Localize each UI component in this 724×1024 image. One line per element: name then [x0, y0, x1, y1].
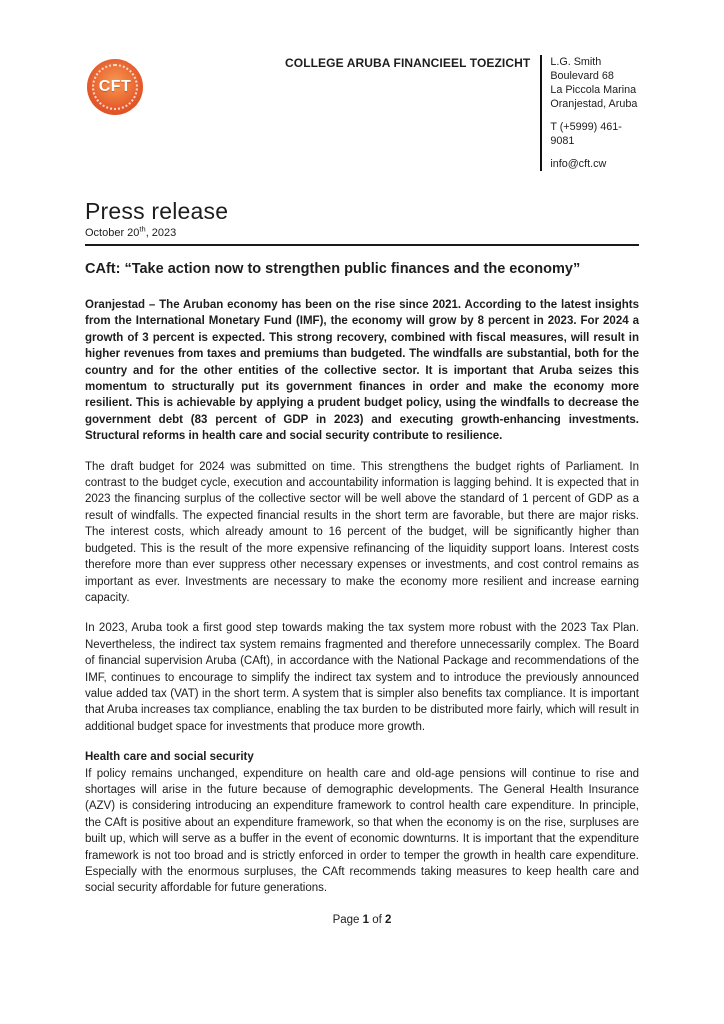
date-prefix: October 20	[85, 227, 140, 239]
section-heading-health-care: Health care and social security	[85, 751, 254, 764]
address-line-city: Oranjestad, Aruba	[550, 98, 638, 110]
phone-number: T (+5999) 461-9081	[550, 121, 622, 147]
title-block	[85, 198, 639, 246]
page-separator: of	[372, 914, 382, 926]
letterhead-right	[285, 55, 645, 171]
contact-block	[540, 55, 645, 171]
headline: CAft: “Take action now to strengthen public finances and the economy”	[85, 261, 581, 277]
paragraph-budget: The draft budget for 2024 was submitted on time. This strengthens the budget rights of Parliament. In contrast to the budget cycle, execution and accountability information is lagging behind. It is expected that in 2023 the financing surplus of the collective sector will be well above the standard of 1 percent of GDP as a result of windfalls. The expected financial results in the short term are favorable, but there are major risks. The interest costs, which already amount to 16 percent of the budget, will be significantly higher than budgeted. This is the result of the more expensive refinancing of the liquidity support loans. Interest costs therefore more than ever suppress other necessary expenses or investments, and cost control remains as important as ever. Investments are necessary to make the economy more resilient and increase earning capacity.	[85, 460, 639, 604]
cft-logo-text: CFT	[98, 78, 132, 95]
page-number-total: 2	[385, 914, 392, 926]
page-footer	[0, 914, 724, 926]
email-address: info@cft.cw	[550, 158, 607, 170]
document-date	[85, 224, 639, 239]
paragraph-tax: In 2023, Aruba took a first good step towards making the tax system more robust with the 2023 Tax Plan. Nevertheless, the indirect tax system remains fragmented and therefore unnecessarily complex. The Board of financial supervision Aruba (CAft), in accordance with the National Package and recommendations of the IMF, continues to encourage to simplify the indirect tax system and to introduce the previously announced value added tax (VAT) in the short term. A system that is simpler also benefits tax compliance. It is important that Aruba increases tax compliance, enabling the tax burden to be distributed more fairly, which will result in additional budget space for investments that produce more growth.	[85, 622, 639, 733]
page-label: Page	[332, 914, 360, 926]
document-title: Press release	[85, 198, 229, 224]
divider-line	[85, 244, 639, 246]
address-line-area: La Piccola Marina	[550, 84, 637, 96]
paragraph-health-care: If policy remains unchanged, expenditure on health care and old-age pensions will continue to rise and shortages will arise in the future because of demographic developments. The General Health Insurance (AZV) is considering introducing an expenditure framework to control health care expenditure. In principle, the CAft is positive about an expenditure framework, so that when the economy is on the rise, surpluses are built up, which will serve as a buffer in the event of economic downturns. It is important that the expenditure framework is not too broad and is strictly enforced in order to temper the growth in health care expenditure. Especially with the enormous surpluses, the CAft recommends taking measures to keep health care and social security affordable for future generations.	[85, 767, 639, 895]
address-line-street: L.G. Smith Boulevard 68	[550, 56, 614, 82]
date-suffix: , 2023	[145, 227, 177, 239]
organization-name: COLLEGE ARUBA FINANCIEEL TOEZICHT	[285, 56, 531, 70]
date-ordinal-suffix: th	[139, 224, 146, 234]
document-body	[85, 260, 639, 897]
lead-paragraph: Oranjestad – The Aruban economy has been on the rise since 2021. According to the latest insights from the International Monetary Fund (IMF), the economy will grow by 8 percent in 2023. For 2024 a growth of 3 percent is expected. This strong recovery, combined with fiscal measures, will result in higher revenues from taxes and premiums than budgeted. The windfalls are substantial, both for the country and for the other entities of the collective sector. It is important that Aruba seizes this momentum to structurally put its government finances in order and make the economy more resilient. This is achievable by applying a prudent budget policy, using the windfalls to decrease the government debt (83 percent of GDP in 2023) and executing growth-enhancing investments. Structural reforms in health care and social security contribute to resilience.	[85, 299, 639, 443]
cft-logo	[87, 59, 143, 115]
page-number-current: 1	[362, 914, 370, 926]
